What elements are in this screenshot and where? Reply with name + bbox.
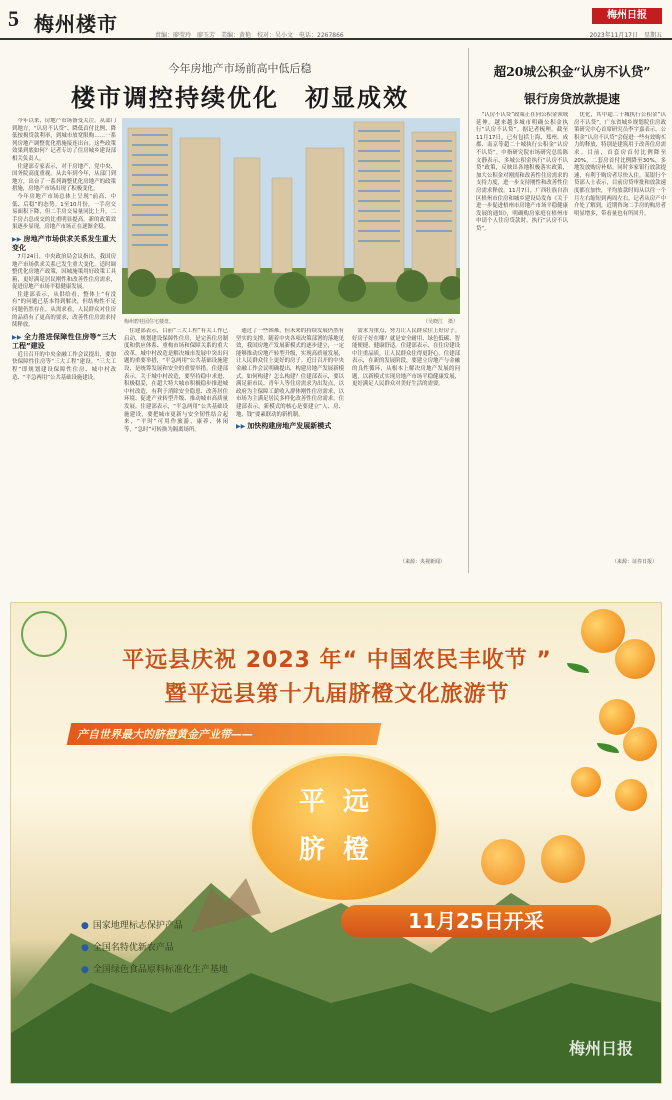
subheading: ▶▶ 加快构建房地产发展新模式 xyxy=(236,422,344,431)
ad-banner-text: 产自世界最大的脐橙黄金产业带—— xyxy=(77,728,253,741)
article-source: （来源：央视新闻） xyxy=(400,559,446,565)
mascot-right-icon xyxy=(541,835,585,883)
masthead xyxy=(0,0,672,40)
subheading: ▶▶ 全力推进保障性住房等“三大工程”建设 xyxy=(12,333,116,351)
article-column-4 xyxy=(352,328,460,558)
orange-fruit-icon xyxy=(615,639,655,679)
paragraph: 优化，其中超二十城执行公积金“认房不认贷”。广东省城乡规划院住房政策研究中心首席研究员李宇嘉表示，公积金“认房不认贷”会促进一些有效购买力的释放，特别是建筑用于改善住房需求。目前，首套房首付比例降至20%，二套房首付比例降至30%，多地发放购房补贴。同时多家银行放款提速，有利于购房者尽快入住。某银行个贷部人士表示，目前房贷审批和放款速度都在加快，平均放款时间从以往一个月左右缩短到两周左右。记者从房产中介处了解到，近期咨询二手房的购房者明显增多，带看量也有所回升。 xyxy=(574,112,666,217)
mascot-left-icon xyxy=(481,839,525,885)
side-article-source: （来源：证券日报） xyxy=(612,559,658,565)
side-headline-2: 银行房贷放款提速 xyxy=(523,92,620,106)
article-column-3 xyxy=(236,328,344,568)
side-column-a xyxy=(476,112,568,564)
ad-title-line2: 暨平远县第十九届脐橙文化旅游节 xyxy=(164,682,510,707)
column-divider xyxy=(468,48,469,573)
paragraph: 7月24日，中央政治局会议指出，我国房地产市场供求关系已发生重大变化。适时调整优化房地产政策，因城施策用好政策工具箱，更好满足居民刚性和改善性住房需求，促进房地产市场平稳健康发展。 xyxy=(12,253,116,291)
ad-title-line1: 平远县庆祝 2023 年“ 中国农民丰收节 ” xyxy=(122,648,552,673)
paragraph: 住建部专家表示，对于房地产，党中央、国务院高度重视。从去年到今年，从部门到地方，出台了一系列调整优化房地产的政策措施，房地产市场出现了积极变化。 xyxy=(12,163,116,193)
paragraph: “认房不认贷”政策正在向公积金领域延伸。越来越多城市明确公积金执行“认房不认贷”。据记者梳理，截至11月17日，已有包括上海、郑州、成都、南京等超二十城执行公积金“认房不认贷”。中指研究院市场研究总监陈文静表示，多城公积金执行“认房不认贷”政策，反映出各地积极落实政策，加大公积金对刚需和改善性住房需求的支持力度，进一步支持刚性和改善性住房需求释放。11月7日，广西壮族自治区梧州市住房和城乡建设局发布《关于进一步促进梧州市房地产市场平稳健康发展的通知》，明确购房家庭在梧州市申请个人住房贷款时，执行“认房不认贷”。 xyxy=(476,112,568,232)
photo-caption xyxy=(124,318,458,325)
building-illustration xyxy=(122,118,460,314)
article-column-1 xyxy=(12,118,116,568)
paragraph: 住建部表示，目前“三大工程”有关工作已启动，规划建设保障性住房，是完善住房制度和供应体系、重构市场和保障关系的重大改革。城中村改造是解决城市发展中突出问题的重要举措，“平急两用”公共基础设施建设，是统筹发展和安全的重要举措。住建部表示，关于城中村改造，要坚持稳中求进、积极稳妥，在超大特大城市积极稳步推进城中村改造，有利于消除安全隐患、改善居住环境、促进产业转型升级、推动城市高质量发展。住建部表示，“平急两用”公共基础设施建设，要把城市更新与安全韧性结合起来，“平时”可用作旅游、康养、休闲等，“急时”可转换为隔离场所。 xyxy=(124,328,228,433)
orange-fruit-icon xyxy=(571,767,601,797)
ad-feature-item: ● 全国名特优新农产品 xyxy=(81,937,228,959)
paragraph: 今年以来，房地产市场备受关注。从部门到地方，“认房不认贷”、降低首付比例、降低按揭贷款利率，到城市放宽限购……一系列房地产调整优化措施接连出台。这些政策效果到底如何？记者专访了住房城乡建设部相关负责人。 xyxy=(12,118,116,162)
photo-credit: （吴晓江 摄） xyxy=(422,319,458,325)
orange-festival-ad xyxy=(10,602,662,1084)
article-headline: 楼市调控持续优化 初显成效 xyxy=(71,83,409,112)
orange-slice-graphic xyxy=(249,753,439,903)
page-number: 5 xyxy=(8,6,19,31)
paragraph: 今年房地产市场总体上呈现“前高、中低、后稳”的态势。1至10月份，一手房交易面积下降，但二手房交易量同比上升，二手房占总成交的比重明显提高。新的政策效果逐步显现，房地产市场正在逐渐企稳。 xyxy=(12,193,116,231)
editor-credits: 责编：廖莹玲 廖玉芳 美编：黄艳 校对：吴小文 电话：2267866 xyxy=(155,32,344,39)
photo-caption-text: 梅州碧桂园住宅楼盘。 xyxy=(124,319,175,325)
ad-feature-item: ● 全国绿色食品原料标准化生产基地 xyxy=(81,959,228,981)
ad-feature-list xyxy=(81,915,228,981)
article-column-2 xyxy=(124,328,228,568)
side-headline-1: 超20城公积金“认房不认贷” xyxy=(493,64,651,79)
pick-date-badge: 11月25日开采 xyxy=(341,905,611,937)
orange-text-line1: 平远 xyxy=(298,787,387,817)
paper-watermark: 梅州日报 xyxy=(568,1039,633,1058)
subheading: ▶▶ 房地产市场供求关系发生重大变化 xyxy=(12,235,116,253)
paragraph: 需求为重点，努力让人民群众住上好房子。好房子好在哪？就是安全耐用、绿色低碳、智能便捷、健康舒适。住建部表示，在住房建设中注重品质，让人民群众住得更舒心。住建部表示，在新的发展阶段，要建立房地产与金融的良性循环，从根本上解决房地产发展的问题，以新模式实现房地产市场平稳健康发展，更好满足人民群众对美好生活的需要。 xyxy=(352,328,460,388)
ad-feature-item: ● 国家地理标志保护产品 xyxy=(81,915,228,937)
article-kicker: 今年房地产市场前高中低后稳 xyxy=(168,62,312,75)
paper-logo: 梅州日报 xyxy=(592,8,662,24)
side-column-b xyxy=(574,112,666,552)
paragraph: 近日召开的中央金融工作会议提出，要加快保障性住房等“三大工程”建设。“三大工程”即规划建设保障性住房、城中村改造、“平急两用”公共基础设施建设。 xyxy=(12,351,116,381)
orange-fruit-icon xyxy=(623,727,657,761)
orange-text-line2: 脐橙 xyxy=(298,835,387,865)
paragraph: 通过了一些困难，但未来的持续发展仍然有坚实的支撑。随着中央各项决策部署的落地见效，我国房地产发展新模式的逐步建立，一定能够推动房地产转型升级，实现高质量发展，让人民群众住上更好的房子。近日召开的中央金融工作会议明确提出，构建房地产发展新模式。如何构建？怎么构建？住建部表示，要以满足新市民、青年人等住房需求为出发点，以政府为主保障工薪收入群体刚性住房需求，以市场为主满足居民多样化改善性住房需求。住建部表示，新模式的核心是要建立“人、房、地、钱”要素联动的新机制。 xyxy=(236,328,344,418)
issue-date: 2023年11月17日 星期五 xyxy=(589,32,662,39)
paragraph: 住建部表示，从供给看，整体上“有没有”的问题已基本得到解决，但结构性不足问题仍然存在。从需求看，人民群众对住房的品质有了更高的要求，改善性住房需求持续释放。 xyxy=(12,291,116,329)
section-title: 梅州楼市 xyxy=(34,12,118,36)
orange-fruit-icon xyxy=(615,779,647,811)
housing-photo xyxy=(122,118,460,314)
